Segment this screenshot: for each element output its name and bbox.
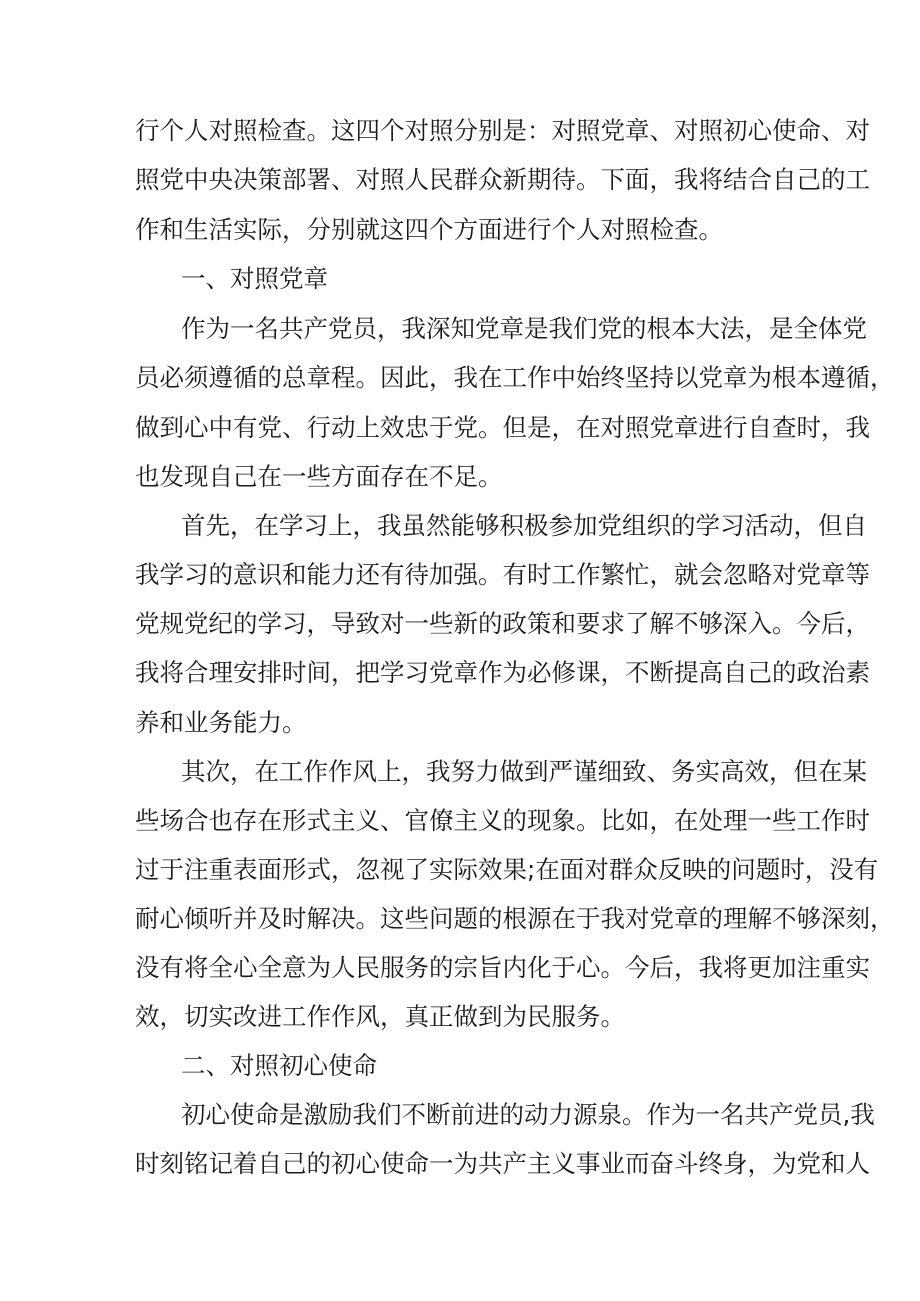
text-line <box>0 506 920 546</box>
text-line <box>0 653 920 693</box>
text-line <box>0 1095 920 1135</box>
text-line <box>0 850 920 890</box>
text-line <box>0 752 920 792</box>
text-line <box>0 309 920 349</box>
text-line <box>0 703 920 743</box>
text-line <box>0 604 920 644</box>
text-line-content: 效，切实改进工作作风，真正做到为民服务。 <box>135 1002 625 1031</box>
text-line-content: 过于注重表面形式，忽视了实际效果;在面对群众反映的问题时，没有 <box>135 855 879 884</box>
text-line-content: 作为一名共产党员，我深知党章是我们党的根本大法，是全体党 <box>181 314 867 343</box>
text-line-content: 行个人对照检查。这四个对照分别是：对照党章、对照初心使命、对 <box>135 116 870 145</box>
text-line <box>0 1144 920 1184</box>
section-heading-text: 二、对照初心使命 <box>181 1051 377 1080</box>
text-line-content: 作和生活实际，分别就这四个方面进行个人对照检查。 <box>135 215 723 244</box>
text-line-content: 养和业务能力。 <box>135 708 307 737</box>
text-line-content: 初心使命是激励我们不断前进的动力源泉。作为一名共产党员,我 <box>181 1100 875 1129</box>
text-line <box>0 899 920 939</box>
text-line <box>0 801 920 841</box>
text-line <box>0 160 920 200</box>
text-line <box>0 358 920 398</box>
text-line-content: 时刻铭记着自己的初心使命一为共产主义事业而奋斗终身，为党和人 <box>135 1149 870 1178</box>
text-line <box>0 997 920 1037</box>
text-line-content: 首先，在学习上，我虽然能够积极参加党组织的学习活动，但自 <box>181 511 867 540</box>
text-line-content: 些场合也存在形式主义、官僚主义的现象。比如，在处理一些工作时 <box>135 806 870 835</box>
text-line <box>0 555 920 595</box>
text-line <box>0 457 920 497</box>
section-heading <box>0 1046 920 1086</box>
text-line-content: 没有将全心全意为人民服务的宗旨内化于心。今后，我将更加注重实 <box>135 953 870 982</box>
section-heading-text: 一、对照党章 <box>181 264 328 293</box>
text-line <box>0 408 920 448</box>
text-line <box>0 948 920 988</box>
text-line-content: 其次，在工作作风上，我努力做到严谨细致、务实高效，但在某 <box>181 757 867 786</box>
text-line-content: 耐心倾听并及时解决。这些问题的根源在于我对党章的理解不够深刻， <box>135 904 895 933</box>
text-line-content: 照党中央决策部署、对照人民群众新期待。下面，我将结合自己的工 <box>135 165 870 194</box>
text-line-content: 党规党纪的学习，导致对一些新的政策和要求了解不够深入。今后， <box>135 609 870 638</box>
text-line <box>0 111 920 151</box>
text-line-content: 我学习的意识和能力还有待加强。有时工作繁忙，就会忽略对党章等 <box>135 560 870 589</box>
text-line-content: 也发现自己在一些方面存在不足。 <box>135 462 503 491</box>
text-line-content: 我将合理安排时间，把学习党章作为必修课，不断提高自己的政治素 <box>135 658 870 687</box>
text-line-content: 员必须遵循的总章程。因此，我在工作中始终坚持以党章为根本遵循， <box>135 363 895 392</box>
text-line <box>0 210 920 250</box>
section-heading <box>0 259 920 299</box>
text-line-content: 做到心中有党、行动上效忠于党。但是，在对照党章进行自查时，我 <box>135 413 870 442</box>
